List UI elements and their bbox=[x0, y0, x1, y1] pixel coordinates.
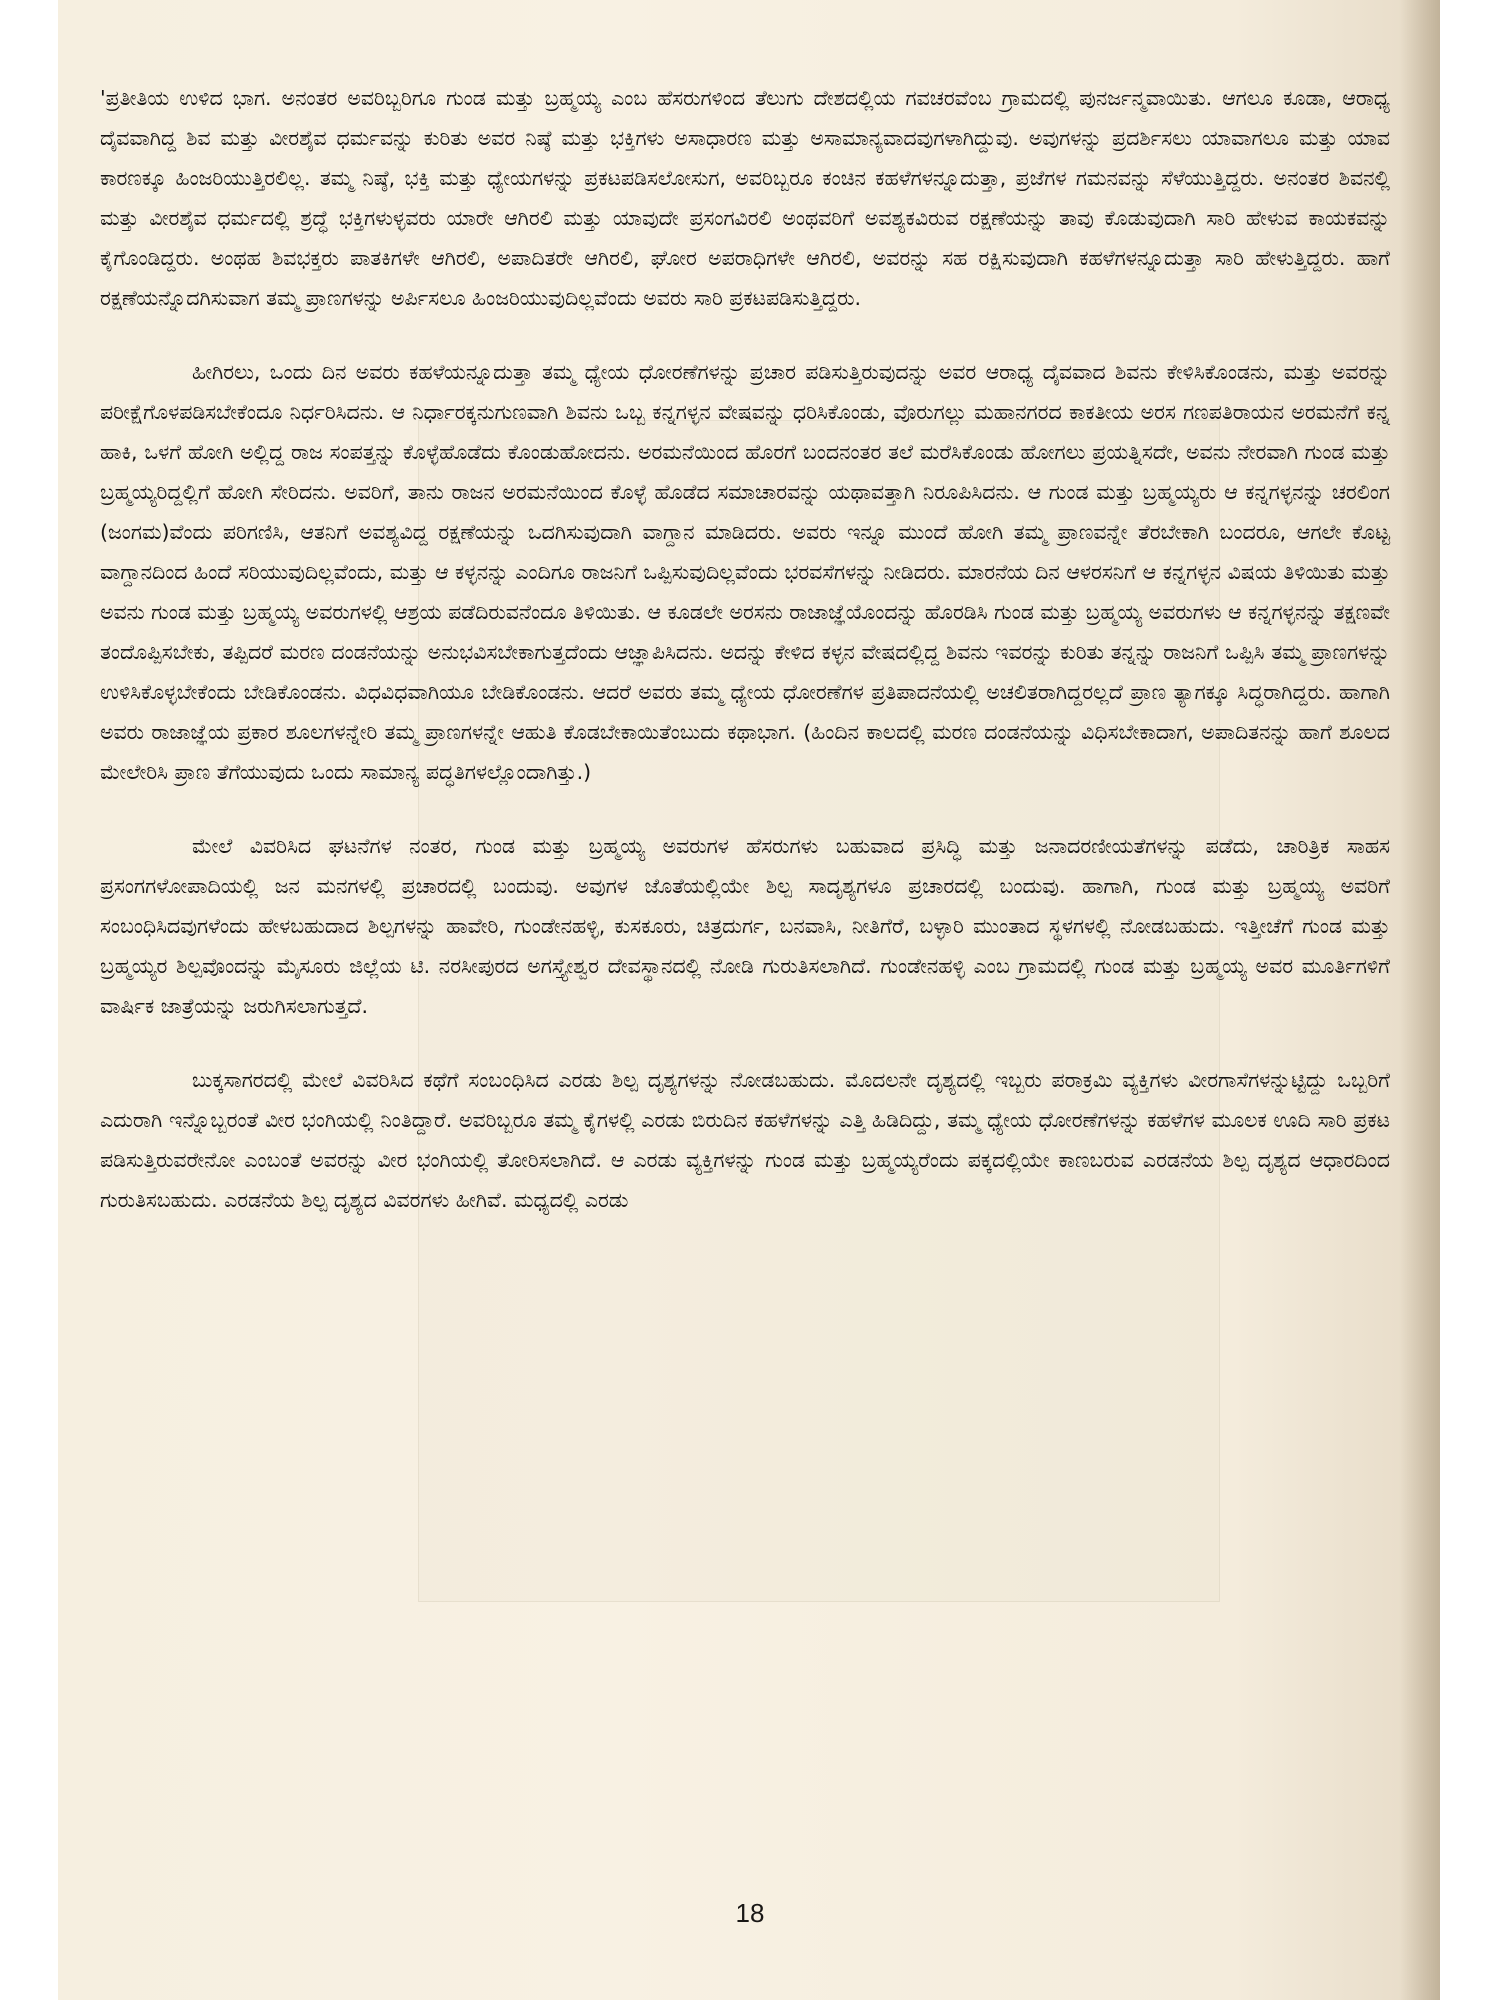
paragraph-2: ಹೀಗಿರಲು, ಒಂದು ದಿನ ಅವರು ಕಹಳೆಯನ್ನೂದುತ್ತಾ ತಮ್ಮ ಧ್ಯೇಯ ಧೋರಣೆಗಳನ್ನು ಪ್ರಚಾರ ಪಡಿಸುತ್ತಿರುವುದನ್ನು ಅವರ ಆರಾಧ್ಯ ದೈವವಾದ ಶಿವನು ಕೇಳಿಸಿಕೊಂಡನು, ಮತ್ತು ಅವರನ್ನು ಪರೀಕ್ಷೆಗೊಳಪಡಿಸಬೇಕೆಂದೂ ನಿರ್ಧರಿಸಿದನು. ಆ ನಿರ್ಧಾರಕ್ಕನುಗುಣವಾಗಿ ಶಿವನು ಒಬ್ಬ ಕನ್ನಗಳ್ಳನ ವೇಷವನ್ನು ಧರಿಸಿಕೊಂಡು, ವೊರುಗಲ್ಲು ಮಹಾನಗರದ ಕಾಕತೀಯ ಅರಸ ಗಣಪತಿರಾಯನ ಅರಮನೆಗೆ ಕನ್ನ ಹಾಕಿ, ಒಳಗೆ ಹೋಗಿ ಅಲ್ಲಿದ್ದ ರಾಜ ಸಂಪತ್ತನ್ನು ಕೊಳ್ಳೆಹೊಡೆದು ಕೊಂಡುಹೋದನು. ಅರಮನೆಯಿಂದ ಹೊರಗೆ ಬಂದನಂತರ ತಲೆ ಮರೆಸಿಕೊಂಡು ಹೋಗಲು ಪ್ರಯತ್ನಿಸದೇ, ಅವನು ನೇರವಾಗಿ ಗುಂಡ ಮತ್ತು ಬ್ರಹ್ಮಯ್ಯರಿದ್ದಲ್ಲಿಗೆ ಹೋಗಿ ಸೇರಿದನು. ಅವರಿಗೆ, ತಾನು ರಾಜನ ಅರಮನೆಯಿಂದ ಕೊಳ್ಳೆ ಹೊಡೆದ ಸಮಾಚಾರವನ್ನು ಯಥಾವತ್ತಾಗಿ ನಿರೂಪಿಸಿದನು. ಆ ಗುಂಡ ಮತ್ತು ಬ್ರಹ್ಮಯ್ಯರು ಆ ಕನ್ನಗಳ್ಳನನ್ನು ಚರಲಿಂಗ (ಜಂಗಮ)ವೆಂದು ಪರಿಗಣಿಸಿ, ಆತನಿಗೆ ಅವಶ್ಯವಿದ್ದ ರಕ್ಷಣೆಯನ್ನು ಒದಗಿಸುವುದಾಗಿ ವಾಗ್ದಾನ ಮಾಡಿದರು. ಅವರು ಇನ್ನೂ ಮುಂದೆ ಹೋಗಿ ತಮ್ಮ ಪ್ರಾಣವನ್ನೇ ತೆರಬೇಕಾಗಿ ಬಂದರೂ, ಆಗಲೇ ಕೊಟ್ಟ ವಾಗ್ದಾನದಿಂದ ಹಿಂದೆ ಸರಿಯುವುದಿಲ್ಲವೆಂದು, ಮತ್ತು ಆ ಕಳ್ಳನನ್ನು ಎಂದಿಗೂ ರಾಜನಿಗೆ ಒಪ್ಪಿಸುವುದಿಲ್ಲವೆಂದು ಭರವಸೆಗಳನ್ನು ನೀಡಿದರು. ಮಾರನೆಯ ದಿನ ಆಳರಸನಿಗೆ ಆ ಕನ್ನಗಳ್ಳನ ವಿಷಯ ತಿಳಿಯಿತು ಮತ್ತು ಅವನು ಗುಂಡ ಮತ್ತು ಬ್ರಹ್ಮಯ್ಯ ಅವರುಗಳಲ್ಲಿ ಆಶ್ರಯ ಪಡೆದಿರುವನೆಂದೂ ತಿಳಿಯಿತು. ಆ ಕೂಡಲೇ ಅರಸನು ರಾಜಾಜ್ಞೆಯೊಂದನ್ನು ಹೊರಡಿಸಿ ಗುಂಡ ಮತ್ತು ಬ್ರಹ್ಮಯ್ಯ ಅವರುಗಳು ಆ ಕನ್ನಗಳ್ಳನನ್ನು ತಕ್ಷಣವೇ ತಂದೊಪ್ಪಿಸಬೇಕು, ತಪ್ಪಿದರೆ ಮರಣ ದಂಡನೆಯನ್ನು ಅನುಭವಿಸಬೇಕಾಗುತ್ತದೆಂದು ಆಜ್ಞಾಪಿಸಿದನು. ಅದನ್ನು ಕೇಳಿದ ಕಳ್ಳನ ವೇಷದಲ್ಲಿದ್ದ ಶಿವನು ಇವರನ್ನು ಕುರಿತು ತನ್ನನ್ನು ರಾಜನಿಗೆ ಒಪ್ಪಿಸಿ ತಮ್ಮ ಪ್ರಾಣಗಳನ್ನು ಉಳಿಸಿಕೊಳ್ಳಬೇಕೆಂದು ಬೇಡಿಕೊಂಡನು. ವಿಧವಿಧವಾಗಿಯೂ ಬೇಡಿಕೊಂಡನು. ಆದರೆ ಅವರು ತಮ್ಮ ಧ್ಯೇಯ ಧೋರಣೆಗಳ ಪ್ರತಿಪಾದನೆಯಲ್ಲಿ ಅಚಲಿತರಾಗಿದ್ದರಲ್ಲದೆ ಪ್ರಾಣ ತ್ಯಾಗಕ್ಕೂ ಸಿದ್ಧರಾಗಿದ್ದರು. ಹಾಗಾಗಿ ಅವರು ರಾಜಾಜ್ಞೆಯ ಪ್ರಕಾರ ಶೂಲಗಳನ್ನೇರಿ ತಮ್ಮ ಪ್ರಾಣಗಳನ್ನೇ ಆಹುತಿ ಕೊಡಬೇಕಾಯಿತೆಂಬುದು ಕಥಾಭಾಗ. (ಹಿಂದಿನ ಕಾಲದಲ್ಲಿ ಮರಣ ದಂಡನೆಯನ್ನು ವಿಧಿಸಬೇಕಾದಾಗ, ಅಪಾದಿತನನ್ನು ಹಾಗೆ ಶೂಲದ ಮೇಲೇರಿಸಿ ಪ್ರಾಣ ತೆಗೆಯುವುದು ಒಂದು ಸಾಮಾನ್ಯ ಪದ್ಧತಿಗಳಲ್ಲೊಂದಾಗಿತ್ತು.) bbox=[100, 360, 1390, 784]
body-text bbox=[100, 78, 1390, 1220]
book-page bbox=[58, 0, 1440, 2000]
page-edge-shadow bbox=[1400, 0, 1440, 2000]
paragraph-3: ಮೇಲೆ ವಿವರಿಸಿದ ಘಟನೆಗಳ ನಂತರ, ಗುಂಡ ಮತ್ತು ಬ್ರಹ್ಮಯ್ಯ ಅವರುಗಳ ಹೆಸರುಗಳು ಬಹುವಾದ ಪ್ರಸಿದ್ಧಿ ಮತ್ತು ಜನಾದರಣೀಯತೆಗಳನ್ನು ಪಡೆದು, ಚಾರಿತ್ರಿಕ ಸಾಹಸ ಪ್ರಸಂಗಗಳೋಪಾದಿಯಲ್ಲಿ ಜನ ಮನಗಳಲ್ಲಿ ಪ್ರಚಾರದಲ್ಲಿ ಬಂದುವು. ಅವುಗಳ ಜೊತೆಯಲ್ಲಿಯೇ ಶಿಲ್ಪ ಸಾದೃಶ್ಯಗಳೂ ಪ್ರಚಾರದಲ್ಲಿ ಬಂದುವು. ಹಾಗಾಗಿ, ಗುಂಡ ಮತ್ತು ಬ್ರಹ್ಮಯ್ಯ ಅವರಿಗೆ ಸಂಬಂಧಿಸಿದವುಗಳೆಂದು ಹೇಳಬಹುದಾದ ಶಿಲ್ಪಗಳನ್ನು ಹಾವೇರಿ, ಗುಂಡೇನಹಳ್ಳಿ, ಕುಸಕೂರು, ಚಿತ್ರದುರ್ಗ, ಬನವಾಸಿ, ನೀತಿಗೆರೆ, ಬಳ್ಳಾರಿ ಮುಂತಾದ ಸ್ಥಳಗಳಲ್ಲಿ ನೋಡಬಹುದು. ಇತ್ತೀಚೆಗೆ ಗುಂಡ ಮತ್ತು ಬ್ರಹ್ಮಯ್ಯರ ಶಿಲ್ಪವೊಂದನ್ನು ಮೈಸೂರು ಜಿಲ್ಲೆಯ ಟಿ. ನರಸೀಪುರದ ಅಗಸ್ತ್ಯೇಶ್ವರ ದೇವಸ್ಥಾನದಲ್ಲಿ ನೋಡಿ ಗುರುತಿಸಲಾಗಿದೆ. ಗುಂಡೇನಹಳ್ಳಿ ಎಂಬ ಗ್ರಾಮದಲ್ಲಿ ಗುಂಡ ಮತ್ತು ಬ್ರಹ್ಮಯ್ಯ ಅವರ ಮೂರ್ತಿಗಳಿಗೆ ವಾರ್ಷಿಕ ಜಾತ್ರೆಯನ್ನು ಜರುಗಿಸಲಾಗುತ್ತದೆ. bbox=[100, 834, 1390, 1018]
page-number: 18 bbox=[735, 1898, 765, 1928]
paragraph-1: 'ಪ್ರತೀತಿಯ ಉಳಿದ ಭಾಗ. ಅನಂತರ ಅವರಿಬ್ಬರಿಗೂ ಗುಂಡ ಮತ್ತು ಬ್ರಹ್ಮಯ್ಯ ಎಂಬ ಹೆಸರುಗಳಿಂದ ತೆಲುಗು ದೇಶದಲ್ಲಿಯ ಗವಚರವೆಂಬ ಗ್ರಾಮದಲ್ಲಿ ಪುನರ್ಜನ್ಮವಾಯಿತು. ಆಗಲೂ ಕೂಡಾ, ಆರಾಧ್ಯ ದೈವವಾಗಿದ್ದ ಶಿವ ಮತ್ತು ವೀರಶೈವ ಧರ್ಮವನ್ನು ಕುರಿತು ಅವರ ನಿಷ್ಠೆ ಮತ್ತು ಭಕ್ತಿಗಳು ಅಸಾಧಾರಣ ಮತ್ತು ಅಸಾಮಾನ್ಯವಾದವುಗಳಾಗಿದ್ದುವು. ಅವುಗಳನ್ನು ಪ್ರದರ್ಶಿಸಲು ಯಾವಾಗಲೂ ಮತ್ತು ಯಾವ ಕಾರಣಕ್ಕೂ ಹಿಂಜರಿಯುತ್ತಿರಲಿಲ್ಲ. ತಮ್ಮ ನಿಷ್ಠೆ, ಭಕ್ತಿ ಮತ್ತು ಧ್ಯೇಯಗಳನ್ನು ಪ್ರಕಟಪಡಿಸಲೋಸುಗ, ಅವರಿಬ್ಬರೂ ಕಂಚಿನ ಕಹಳೆಗಳನ್ನೂದುತ್ತಾ, ಪ್ರಜೆಗಳ ಗಮನವನ್ನು ಸೆಳೆಯುತ್ತಿದ್ದರು. ಅನಂತರ ಶಿವನಲ್ಲಿ ಮತ್ತು ವೀರಶೈವ ಧರ್ಮದಲ್ಲಿ ಶ್ರದ್ಧೆ ಭಕ್ತಿಗಳುಳ್ಳವರು ಯಾರೇ ಆಗಿರಲಿ ಮತ್ತು ಯಾವುದೇ ಪ್ರಸಂಗವಿರಲಿ ಅಂಥವರಿಗೆ ಅವಶ್ಯಕವಿರುವ ರಕ್ಷಣೆಯನ್ನು ತಾವು ಕೊಡುವುದಾಗಿ ಸಾರಿ ಹೇಳುವ ಕಾಯಕವನ್ನು ಕೈಗೊಂಡಿದ್ದರು. ಅಂಥಹ ಶಿವಭಕ್ತರು ಪಾತಕಿಗಳೇ ಆಗಿರಲಿ, ಅಪಾದಿತರೇ ಆಗಿರಲಿ, ಘೋರ ಅಪರಾಧಿಗಳೇ ಆಗಿರಲಿ, ಅವರನ್ನು ಸಹ ರಕ್ಷಿಸುವುದಾಗಿ ಕಹಳೆಗಳನ್ನೂದುತ್ತಾ ಸಾರಿ ಹೇಳುತ್ತಿದ್ದರು. ಹಾಗೆ ರಕ್ಷಣೆಯನ್ನೊದಗಿಸುವಾಗ ತಮ್ಮ ಪ್ರಾಣಗಳನ್ನು ಅರ್ಪಿಸಲೂ ಹಿಂಜರಿಯುವುದಿಲ್ಲವೆಂದು ಅವರು ಸಾರಿ ಪ್ರಕಟಪಡಿಸುತ್ತಿದ್ದರು. bbox=[100, 86, 1390, 310]
paragraph-4: ಬುಕ್ಕಸಾಗರದಲ್ಲಿ ಮೇಲೆ ವಿವರಿಸಿದ ಕಥೆಗೆ ಸಂಬಂಧಿಸಿದ ಎರಡು ಶಿಲ್ಪ ದೃಶ್ಯಗಳನ್ನು ನೋಡಬಹುದು. ಮೊದಲನೇ ದೃಶ್ಯದಲ್ಲಿ ಇಬ್ಬರು ಪರಾಕ್ರಮಿ ವ್ಯಕ್ತಿಗಳು ವೀರಗಾಸೆಗಳನ್ನುಟ್ಟಿದ್ದು ಒಬ್ಬರಿಗೆ ಎದುರಾಗಿ ಇನ್ನೊಬ್ಬರಂತೆ ವೀರ ಭಂಗಿಯಲ್ಲಿ ನಿಂತಿದ್ದಾರೆ. ಅವರಿಬ್ಬರೂ ತಮ್ಮ ಕೈಗಳಲ್ಲಿ ಎರಡು ಬಿರುದಿನ ಕಹಳೆಗಳನ್ನು ಎತ್ತಿ ಹಿಡಿದಿದ್ದು, ತಮ್ಮ ಧ್ಯೇಯ ಧೋರಣೆಗಳನ್ನು ಕಹಳೆಗಳ ಮೂಲಕ ಊದಿ ಸಾರಿ ಪ್ರಕಟ ಪಡಿಸುತ್ತಿರುವರೇನೋ ಎಂಬಂತೆ ಅವರನ್ನು ವೀರ ಭಂಗಿಯಲ್ಲಿ ತೋರಿಸಲಾಗಿದೆ. ಆ ಎರಡು ವ್ಯಕ್ತಿಗಳನ್ನು ಗುಂಡ ಮತ್ತು ಬ್ರಹ್ಮಯ್ಯರೆಂದು ಪಕ್ಕದಲ್ಲಿಯೇ ಕಾಣಬರುವ ಎರಡನೆಯ ಶಿಲ್ಪ ದೃಶ್ಯದ ಆಧಾರದಿಂದ ಗುರುತಿಸಬಹುದು. ಎರಡನೆಯ ಶಿಲ್ಪ ದೃಶ್ಯದ ವಿವರಗಳು ಹೀಗಿವೆ. ಮಧ್ಯದಲ್ಲಿ ಎರಡು bbox=[100, 1068, 1390, 1212]
